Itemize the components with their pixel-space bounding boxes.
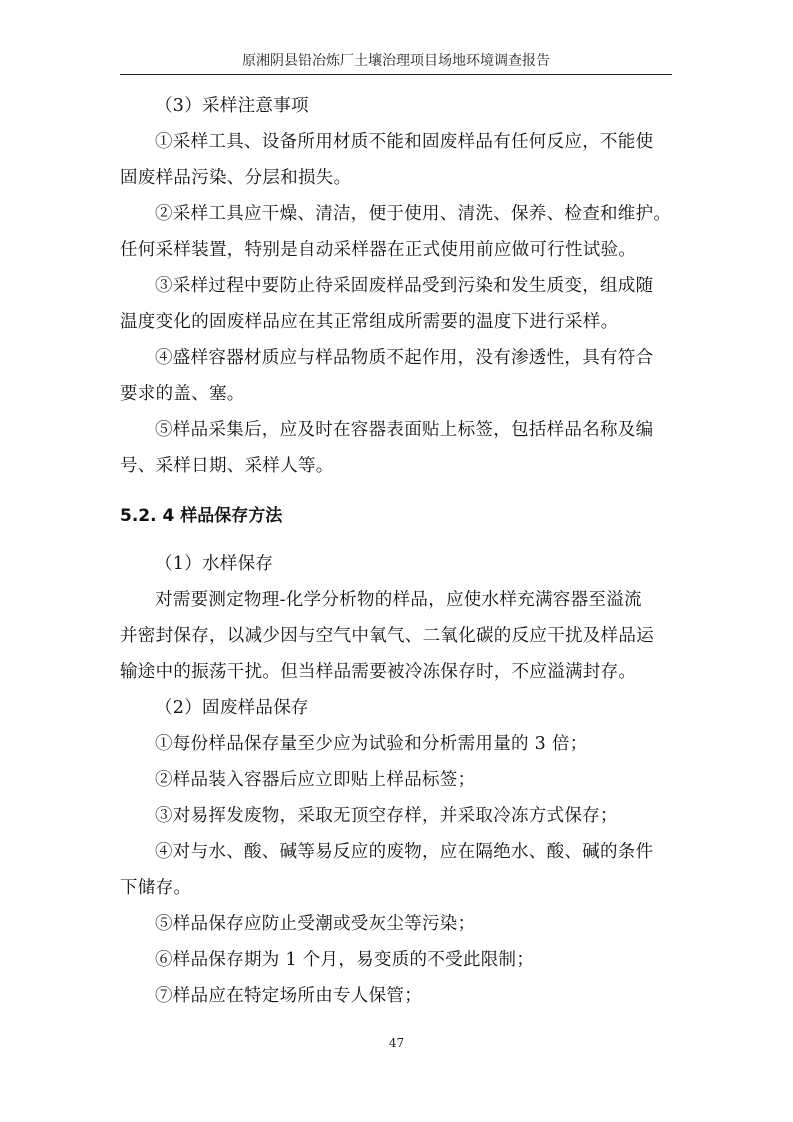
- list-item: ②样品装入容器后应立即贴上样品标签；: [155, 770, 476, 790]
- list-item: ①每份样品保存量至少应为试验和分析需用量的 3 倍；: [155, 734, 588, 754]
- list-item: ⑦样品应在特定场所由专人保管；: [155, 986, 422, 1006]
- list-item: ③采样过程中要防止待采固废样品受到污染和发生质变，组成随 温度变化的固废样品应在其正常组成所需要的温度下进行采样。: [120, 276, 654, 332]
- page-body: [120, 88, 676, 1014]
- list-item: ②采样工具应干燥、清洁，便于使用、清洗、保养、检查和维护。 任何采样装置，特别是自动采样器在正式使用前应做可行性试验。: [120, 204, 672, 260]
- header-divider: [120, 74, 672, 75]
- list-item: ④对与水、酸、碱等易反应的废物，应在隔绝水、酸、碱的条件 下储存。: [120, 842, 654, 898]
- list-item: ①采样工具、设备所用材质不能和固废样品有任何反应，不能使 固废样品污染、分层和损失。: [120, 132, 654, 188]
- list-item: ⑤样品采集后，应及时在容器表面贴上标签，包括样品名称及编 号、采样日期、采样人等。: [120, 420, 654, 476]
- list-item: ⑥样品保存期为 1 个月，易变质的不受此限制；: [155, 950, 535, 970]
- list-item: ④盛样容器材质应与样品物质不起作用，没有渗透性，具有符合 要求的盖、塞。: [120, 348, 654, 404]
- subheading-sampling-notes: （3）采样注意事项: [155, 96, 309, 116]
- page-number: 47: [388, 1036, 405, 1050]
- list-item: ⑤样品保存应防止受潮或受灰尘等污染；: [155, 914, 476, 934]
- list-item: ③对易挥发废物，采取无顶空存样，并采取冷冻方式保存；: [155, 806, 618, 826]
- subheading-water-sample: （1）水样保存: [155, 554, 274, 574]
- section-heading: 5.2. 4 样品保存方法: [120, 506, 283, 526]
- subheading-solid-waste-sample: （2）固废样品保存: [155, 698, 309, 718]
- running-header: 原湘阴县铅冶炼厂土壤治理项目场地环境调查报告: [242, 53, 550, 69]
- paragraph-water-sample: 对需要测定物理-化学分析物的样品，应使水样充满容器至溢流 并密封保存，以减少因与空气中氧气、二氧化碳的反应干扰及样品运 输途中的振荡干扰。但当样品需要被冷冻保存时，不应溢满封存。: [120, 590, 654, 682]
